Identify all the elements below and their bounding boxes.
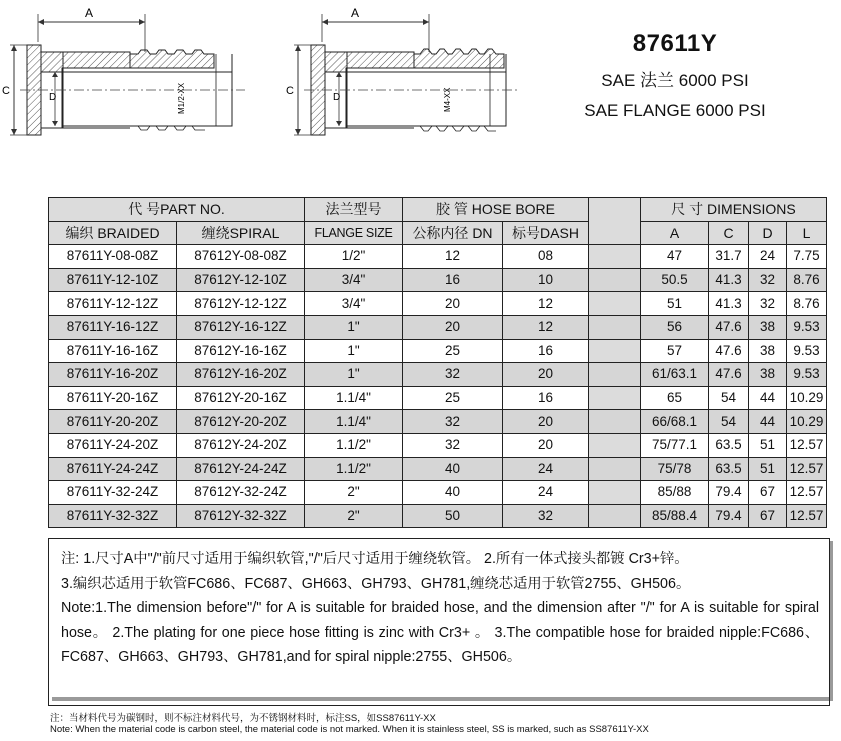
header-braided: 编织 BRAIDED: [49, 221, 177, 245]
cell-flange: 1/2": [305, 245, 403, 269]
cell-l: 9.53: [787, 363, 827, 387]
cell-spiral: 87612Y-12-12Z: [177, 292, 305, 316]
cell-flange: 1.1/4": [305, 386, 403, 410]
cell-a: 57: [641, 339, 709, 363]
cell-d: 38: [749, 315, 787, 339]
fitting-drawings: [0, 0, 560, 190]
cell-braided: 87611Y-24-24Z: [49, 457, 177, 481]
dim-c-label: C: [2, 85, 10, 97]
cell-flange: 1": [305, 339, 403, 363]
cell-dn: 20: [403, 292, 503, 316]
header-d: D: [749, 221, 787, 245]
cell-a: 75/78: [641, 457, 709, 481]
cell-d: 44: [749, 410, 787, 434]
cell-c: 54: [709, 410, 749, 434]
cell-spiral: 87612Y-24-24Z: [177, 457, 305, 481]
footnote-en: Note: When the material code is carbon steel, the material code is not marked. When it is stainless steel, SS is marked, such as SS87611Y-XX: [50, 724, 649, 735]
table-row: [49, 292, 827, 316]
cell-dn: 20: [403, 315, 503, 339]
cell-spiral: 87612Y-16-16Z: [177, 339, 305, 363]
spec-table-body: [49, 245, 827, 528]
cell-l: 8.76: [787, 292, 827, 316]
cell-gap: [589, 504, 641, 528]
cell-l: 10.29: [787, 386, 827, 410]
cell-d: 51: [749, 457, 787, 481]
footnote-cn: 注：当材料代号为碳钢时，则不标注材料代号，为不锈钢材料时，标注SS，如SS87611Y-XX: [50, 713, 436, 724]
cell-dash: 32: [503, 504, 589, 528]
dim-d-label: D: [49, 92, 57, 103]
cell-dash: 16: [503, 386, 589, 410]
table-row: [49, 339, 827, 363]
cell-c: 47.6: [709, 315, 749, 339]
cell-c: 63.5: [709, 457, 749, 481]
header-c: C: [709, 221, 749, 245]
cell-l: 9.53: [787, 339, 827, 363]
cell-a: 61/63.1: [641, 363, 709, 387]
header-l: L: [787, 221, 827, 245]
note-cn-line2: 3.编织芯适用于软管FC686、FC687、GH663、GH793、GH781,缠绕芯适用于软管2755、GH506。: [61, 575, 691, 592]
table-row: [49, 504, 827, 528]
cell-dn: 25: [403, 386, 503, 410]
table-row: [49, 410, 827, 434]
cell-dn: 40: [403, 481, 503, 505]
cell-dash: 20: [503, 363, 589, 387]
cell-c: 47.6: [709, 339, 749, 363]
table-row: [49, 386, 827, 410]
cell-a: 56: [641, 315, 709, 339]
cell-l: 12.57: [787, 433, 827, 457]
cell-d: 67: [749, 481, 787, 505]
cell-dash: 24: [503, 481, 589, 505]
cell-flange: 1": [305, 315, 403, 339]
cell-spiral: 87612Y-16-20Z: [177, 363, 305, 387]
header-flange-size: FLANGE SIZE: [305, 221, 403, 245]
cell-gap: [589, 363, 641, 387]
cell-c: 54: [709, 386, 749, 410]
cell-braided: 87611Y-08-08Z: [49, 245, 177, 269]
cell-spiral: 87612Y-32-32Z: [177, 504, 305, 528]
cell-spiral: 87612Y-32-24Z: [177, 481, 305, 505]
cell-braided: 87611Y-20-20Z: [49, 410, 177, 434]
cell-l: 9.53: [787, 315, 827, 339]
header-hose-bore: 胶 管 HOSE BORE: [403, 198, 589, 222]
cell-dn: 40: [403, 457, 503, 481]
cell-d: 24: [749, 245, 787, 269]
table-row: [49, 481, 827, 505]
cell-dn: 32: [403, 363, 503, 387]
braided-fitting-drawing: [2, 6, 245, 135]
cell-l: 8.76: [787, 268, 827, 292]
subtitle-cn: SAE 法兰 6000 PSI: [601, 71, 749, 90]
header-part-no: 代 号PART NO.: [49, 198, 305, 222]
cell-a: 50.5: [641, 268, 709, 292]
cell-dash: 12: [503, 315, 589, 339]
thread-label-right: M4-XX: [443, 87, 452, 112]
cell-gap: [589, 386, 641, 410]
cell-d: 51: [749, 433, 787, 457]
header-dash: 标号DASH: [503, 221, 589, 245]
table-row: [49, 433, 827, 457]
cell-braided: 87611Y-12-12Z: [49, 292, 177, 316]
cell-spiral: 87612Y-20-20Z: [177, 410, 305, 434]
cell-l: 10.29: [787, 410, 827, 434]
cell-a: 47: [641, 245, 709, 269]
cell-c: 41.3: [709, 268, 749, 292]
cell-gap: [589, 268, 641, 292]
model-title: 87611Y: [632, 30, 718, 57]
cell-flange: 3/4": [305, 292, 403, 316]
table-row: [49, 315, 827, 339]
cell-spiral: 87612Y-08-08Z: [177, 245, 305, 269]
cell-a: 66/68.1: [641, 410, 709, 434]
cell-gap: [589, 457, 641, 481]
header-flange: 法兰型号: [305, 198, 403, 222]
cell-dn: 50: [403, 504, 503, 528]
table-row: [49, 268, 827, 292]
cell-flange: 1.1/2": [305, 433, 403, 457]
table-row: [49, 245, 827, 269]
table-row: [49, 363, 827, 387]
spec-table: [48, 197, 827, 528]
cell-gap: [589, 245, 641, 269]
cell-c: 31.7: [709, 245, 749, 269]
cell-a: 85/88.4: [641, 504, 709, 528]
cell-a: 51: [641, 292, 709, 316]
cell-braided: 87611Y-16-20Z: [49, 363, 177, 387]
cell-l: 7.75: [787, 245, 827, 269]
notes-box: [48, 538, 830, 706]
cell-braided: 87611Y-32-32Z: [49, 504, 177, 528]
dim-a-label-right: A: [351, 6, 360, 20]
note-en: Note:1.The dimension before"/" for A is suitable for braided hose, and the dimension after "/" for A is suitable for spiral hose。 2.The plating for one piece hose fitting is zinc with Cr3+ 。 3.The compatible hose for braided nipple:FC686、FC687、GH663、GH793、GH781,and for spiral nipple:2755、GH506。: [61, 600, 819, 665]
cell-d: 32: [749, 292, 787, 316]
cell-c: 41.3: [709, 292, 749, 316]
cell-l: 12.57: [787, 481, 827, 505]
cell-gap: [589, 481, 641, 505]
cell-d: 32: [749, 268, 787, 292]
cell-c: 79.4: [709, 504, 749, 528]
cell-braided: 87611Y-16-12Z: [49, 315, 177, 339]
cell-gap: [589, 410, 641, 434]
cell-dn: 16: [403, 268, 503, 292]
cell-braided: 87611Y-24-20Z: [49, 433, 177, 457]
cell-flange: 2": [305, 504, 403, 528]
cell-spiral: 87612Y-20-16Z: [177, 386, 305, 410]
header-gap: [589, 198, 641, 245]
cell-dash: 10: [503, 268, 589, 292]
cell-flange: 1.1/2": [305, 457, 403, 481]
header-dn: 公称内径 DN: [403, 221, 503, 245]
cell-dn: 25: [403, 339, 503, 363]
cell-braided: 87611Y-20-16Z: [49, 386, 177, 410]
cell-l: 12.57: [787, 504, 827, 528]
cell-dash: 20: [503, 410, 589, 434]
header-dimensions: 尺 寸 DIMENSIONS: [641, 198, 827, 222]
cell-braided: 87611Y-32-24Z: [49, 481, 177, 505]
cell-flange: 1.1/4": [305, 410, 403, 434]
cell-d: 38: [749, 363, 787, 387]
cell-dn: 32: [403, 410, 503, 434]
title-block: [560, 30, 790, 121]
table-row: [49, 457, 827, 481]
cell-c: 79.4: [709, 481, 749, 505]
cell-spiral: 87612Y-12-10Z: [177, 268, 305, 292]
cell-l: 12.57: [787, 457, 827, 481]
cell-flange: 1": [305, 363, 403, 387]
cell-flange: 2": [305, 481, 403, 505]
cell-dash: 16: [503, 339, 589, 363]
cell-dash: 12: [503, 292, 589, 316]
cell-braided: 87611Y-12-10Z: [49, 268, 177, 292]
cell-gap: [589, 433, 641, 457]
cell-gap: [589, 315, 641, 339]
cell-d: 38: [749, 339, 787, 363]
cell-a: 75/77.1: [641, 433, 709, 457]
subtitle-en: SAE FLANGE 6000 PSI: [584, 101, 766, 120]
cell-dn: 32: [403, 433, 503, 457]
cell-flange: 3/4": [305, 268, 403, 292]
dim-c-label-right: C: [286, 85, 294, 97]
note-cn-line1: 注: 1.尺寸A中"/"前尺寸适用于编织软管,"/"后尺寸适用于缠绕软管。 2.所有一体式接头都镀 Cr3+锌。: [61, 551, 689, 567]
cell-a: 85/88: [641, 481, 709, 505]
cell-dash: 20: [503, 433, 589, 457]
cell-c: 47.6: [709, 363, 749, 387]
header-spiral: 缠绕SPIRAL: [177, 221, 305, 245]
cell-dash: 08: [503, 245, 589, 269]
cell-gap: [589, 339, 641, 363]
thread-label-left: M1/2-XX: [177, 82, 186, 114]
cell-braided: 87611Y-16-16Z: [49, 339, 177, 363]
cell-gap: [589, 292, 641, 316]
dim-a-label: A: [85, 6, 94, 20]
cell-d: 44: [749, 386, 787, 410]
cell-c: 63.5: [709, 433, 749, 457]
header-a: A: [641, 221, 709, 245]
dim-d-label-right: D: [333, 92, 341, 103]
cell-spiral: 87612Y-16-12Z: [177, 315, 305, 339]
cell-spiral: 87612Y-24-20Z: [177, 433, 305, 457]
cell-dn: 12: [403, 245, 503, 269]
spiral-fitting-drawing: [286, 6, 520, 135]
cell-d: 67: [749, 504, 787, 528]
cell-a: 65: [641, 386, 709, 410]
cell-dash: 24: [503, 457, 589, 481]
